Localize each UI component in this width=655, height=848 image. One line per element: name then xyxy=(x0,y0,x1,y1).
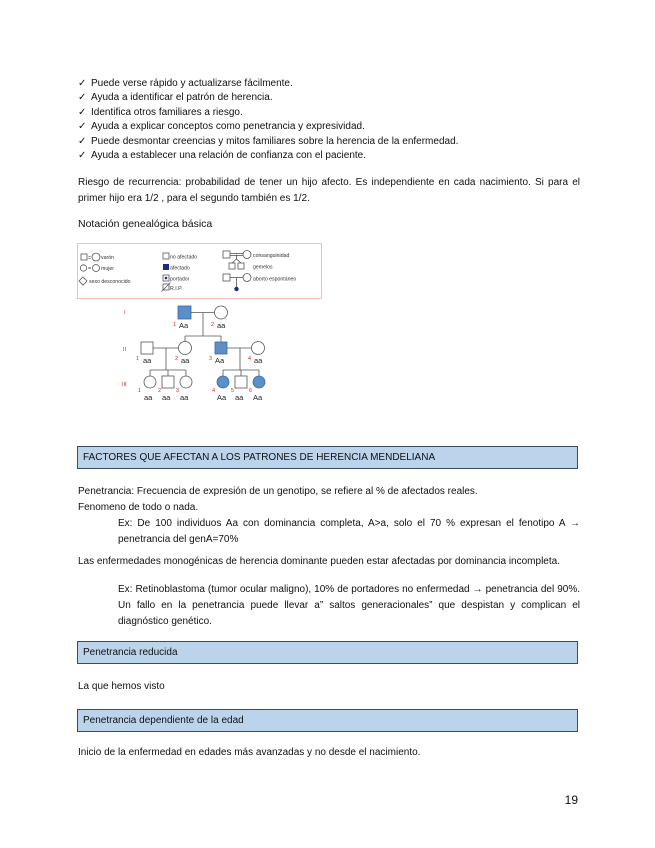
unaffected-female xyxy=(144,376,156,388)
incomplete-dominance-text: Las enfermedades monogénicas de herencia dominante pueden estar afectadas por dominancia incompleta. xyxy=(78,556,560,567)
svg-text:1: 1 xyxy=(173,322,177,328)
recurrence-paragraph: Riesgo de recurrencia: probabilidad de tener un hijo afecto. Es independiente en cada nacimiento. Si para el primer hijo era 1/2 , para el segundo también es 1/2. xyxy=(78,177,580,204)
check-icon: ✓ xyxy=(78,149,87,161)
svg-text:3: 3 xyxy=(209,356,213,362)
unaffected-female xyxy=(215,306,228,319)
list-item: ✓ Ayuda a identificar el patrón de herencia. xyxy=(78,91,578,105)
female-circle-icon xyxy=(92,253,100,261)
svg-text:Aa: Aa xyxy=(215,356,225,365)
svg-text:5: 5 xyxy=(231,388,235,394)
unaffected-female xyxy=(252,342,265,355)
svg-text:3: 3 xyxy=(176,388,180,394)
affected-square-icon xyxy=(163,264,169,270)
legend-frame xyxy=(78,244,322,299)
generation-label: I xyxy=(124,310,126,316)
svg-text:aa: aa xyxy=(144,393,153,402)
section-header-age: Penetrancia dependiente de la edad xyxy=(77,709,578,732)
svg-text:2: 2 xyxy=(158,388,162,394)
svg-text:aa: aa xyxy=(254,356,263,365)
svg-text:=: = xyxy=(88,255,92,262)
affected-female xyxy=(253,376,265,388)
unaffected-square-icon xyxy=(163,253,169,259)
svg-text:R.I.P.: R.I.P. xyxy=(170,286,183,292)
svg-text:Aa: Aa xyxy=(179,321,189,330)
svg-text:varón: varón xyxy=(101,255,114,261)
svg-text:no afectado: no afectado xyxy=(170,254,198,261)
page-number: 19 xyxy=(564,793,578,807)
pedigree-gen-1 xyxy=(173,306,228,336)
svg-text:Aa: Aa xyxy=(253,393,263,402)
check-icon: ✓ xyxy=(78,121,87,133)
unaffected-female xyxy=(179,342,192,355)
unaffected-male xyxy=(162,376,174,388)
pedigree-figure xyxy=(77,240,325,406)
svg-text:aa: aa xyxy=(235,393,244,402)
list-item: ✓ Ayuda a explicar conceptos como penetrancia y expresividad. xyxy=(78,120,578,134)
section-header-reduced: Penetrancia reducida xyxy=(77,641,578,664)
svg-text:portador: portador xyxy=(170,276,190,283)
generation-label: III xyxy=(122,382,127,388)
list-item: ✓ Ayuda a establecer una relación de confianza con el paciente. xyxy=(78,149,578,163)
svg-text:afectado: afectado xyxy=(170,265,190,272)
example-2: Ex: Retinoblastoma (tumor ocular maligno), 10% de portadores no enfermedad → penetrancia del 90%. Un fallo en la penetrancia puede llevar a” saltos generacionales” que despistan y complican el diagnóstico genético. xyxy=(118,584,580,627)
check-icon: ✓ xyxy=(78,106,87,118)
svg-text:sexo desconocido: sexo desconocido xyxy=(89,279,131,285)
benefits-list xyxy=(78,77,578,163)
check-icon: ✓ xyxy=(78,92,87,104)
pedigree-gen-3 xyxy=(138,370,265,402)
unaffected-female xyxy=(180,376,192,388)
all-or-nothing-text: Fenomeno de todo o nada. xyxy=(78,502,199,513)
svg-text:4: 4 xyxy=(212,388,216,394)
affected-female xyxy=(217,376,229,388)
svg-text:Aa: Aa xyxy=(217,393,227,402)
legend-status xyxy=(162,253,198,292)
notation-heading: Notación genealógica básica xyxy=(78,218,213,230)
list-item: ✓ Puede desmontar creencias y mitos familiares sobre la herencia de la enfermedad. xyxy=(78,135,578,149)
svg-text:1: 1 xyxy=(138,388,142,394)
svg-text:aa: aa xyxy=(143,356,152,365)
svg-text:2: 2 xyxy=(211,322,215,328)
check-icon: ✓ xyxy=(78,135,87,147)
svg-text:aa: aa xyxy=(217,321,226,330)
female-circle-icon xyxy=(93,265,100,272)
twins-icon xyxy=(229,263,235,269)
svg-text:mujer: mujer xyxy=(101,266,114,272)
age-text: Inicio de la enfermedad en edades más avanzadas y no desde el nacimiento. xyxy=(78,747,421,758)
pedigree-gen-2 xyxy=(136,336,265,370)
legend-relations xyxy=(223,251,296,292)
penetrance-definition: Penetrancia: Frecuencia de expresión de un genotipo, se refiere al % de afectados reales. xyxy=(78,486,478,497)
unaffected-male xyxy=(141,342,153,354)
female-symbol-icon xyxy=(80,265,86,271)
consanguinity-icon xyxy=(223,251,230,258)
check-icon: ✓ xyxy=(78,78,87,89)
list-item: ✓ Identifica otros familiares a riesgo. xyxy=(78,106,578,120)
affected-male xyxy=(215,342,227,354)
list-item: ✓ Puede verse rápido y actualizarse fácilmente. xyxy=(78,77,578,91)
svg-text:4: 4 xyxy=(248,356,252,362)
example-1: Ex: De 100 individuos Aa con dominancia completa, A>a, solo el 70 % expresan el fenotipo A → penetrancia del genA=70% xyxy=(118,518,580,545)
svg-text:aa: aa xyxy=(162,393,171,402)
unaffected-male xyxy=(235,376,247,388)
abortion-icon xyxy=(223,274,230,281)
unknown-sex-diamond-icon xyxy=(79,277,87,285)
generation-label: II xyxy=(123,347,127,353)
svg-text:aa: aa xyxy=(180,393,189,402)
svg-text:1: 1 xyxy=(136,356,140,362)
legend-sex xyxy=(79,253,131,285)
svg-text:=: = xyxy=(88,266,92,272)
section-header-factores: FACTORES QUE AFECTAN A LOS PATRONES DE HERENCIA MENDELIANA xyxy=(77,446,578,469)
svg-text:6: 6 xyxy=(249,388,253,394)
svg-text:gemelos: gemelos xyxy=(253,264,273,271)
svg-text:aa: aa xyxy=(181,356,190,365)
pedigree-svg xyxy=(77,240,325,406)
affected-male xyxy=(178,306,191,319)
svg-text:aborto espontáneo: aborto espontáneo xyxy=(253,276,297,283)
reduced-text: La que hemos visto xyxy=(78,681,165,692)
svg-text:2: 2 xyxy=(175,356,179,362)
male-square-icon xyxy=(81,254,87,260)
svg-text:consanguinidad: consanguinidad xyxy=(253,253,290,259)
